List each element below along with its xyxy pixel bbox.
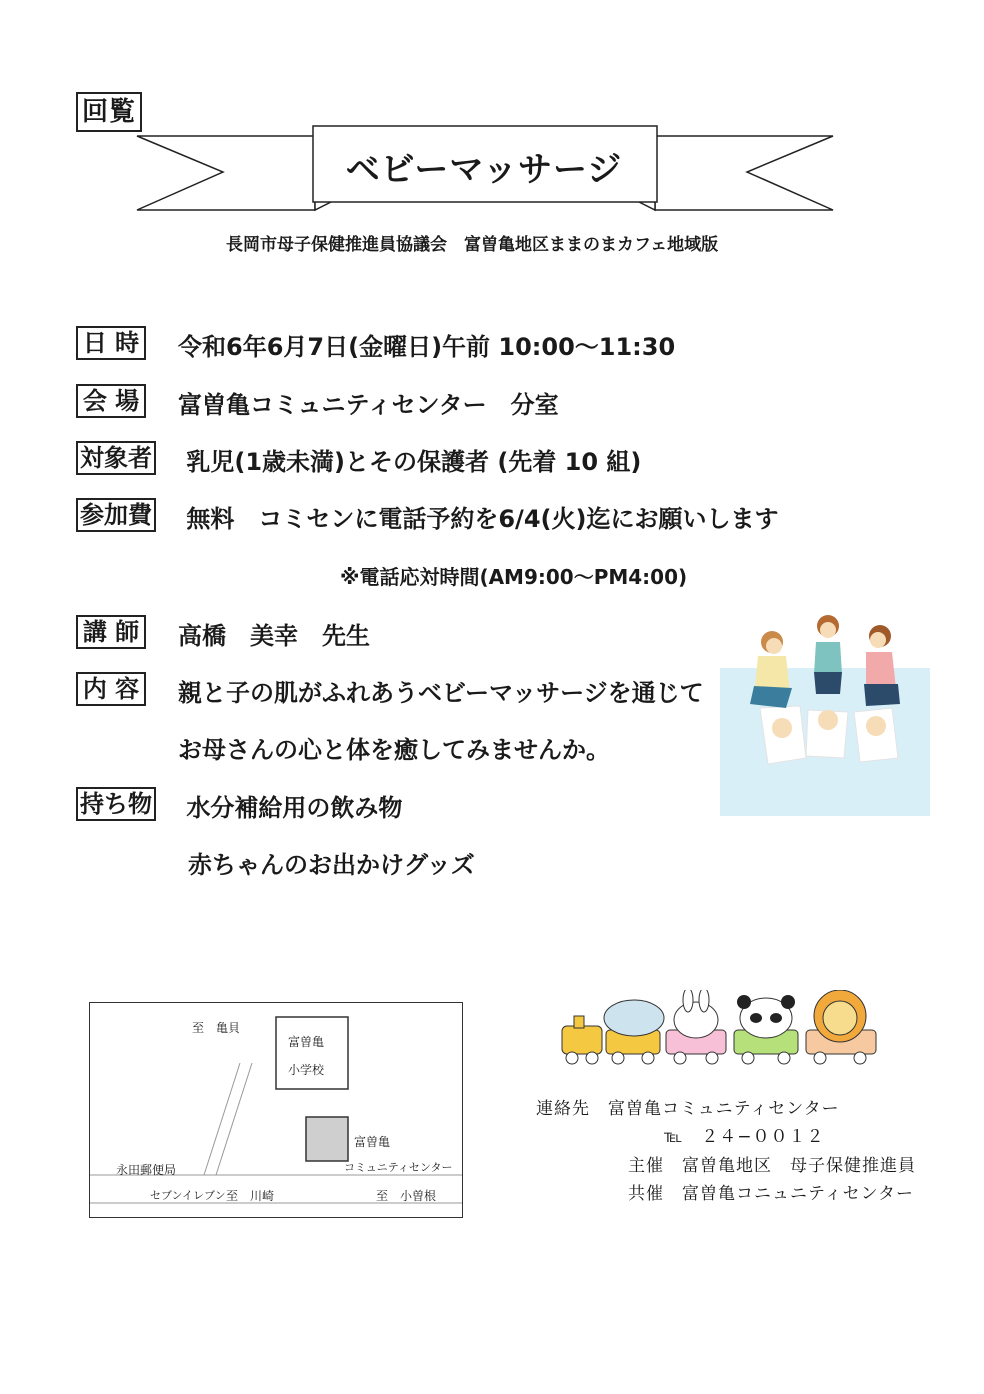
value-content-line2: お母さんの心と体を癒してみませんか。 [178,736,610,764]
value-target: 乳児(1歳未満)とその保護者 (先着 10 組) [178,448,642,476]
map-school-line1: 富曽亀 [288,1035,325,1049]
map-school-line2: 小学校 [288,1063,325,1077]
value-fee: 無料 コミセンに電話予約を6/4(火)迄にお願いします [178,505,779,533]
map-roads [90,1003,462,1217]
map-to-kawasaki: 至 川崎 [226,1189,275,1203]
map-center-line1: 富曽亀 [354,1135,391,1149]
label-instructor: 講 師 [76,615,146,649]
value-content: 親と子の肌がふれあうベビーマッサージを通じて [178,679,704,707]
organizers: 長岡市母子保健推進員協議会 富曽亀地区ままのまカフェ地域版 [226,235,719,255]
map-to-kamegai: 至 亀貝 [192,1021,241,1035]
event-title: ベビーマッサージ [345,150,623,190]
mothers-babies-illustration [720,608,930,818]
access-map [89,1002,463,1218]
map-seven-eleven: セブンイレブン [150,1189,226,1202]
value-belongings-line2: 赤ちゃんのお出かけグッズ [188,851,475,879]
value-datetime: 令和6年6月7日(金曜日)午前 10:00〜11:30 [178,333,676,361]
contact-line: 連絡先 富曽亀コミュニティセンター [536,1099,840,1119]
contact-phone: ℡ ２４−００１２ [664,1127,825,1147]
phone-hours-note: ※電話応対時間(AM9:00〜PM4:00) [340,565,688,589]
map-to-kosone: 至 小曽根 [376,1189,437,1203]
label-belongings: 持ち物 [76,787,156,821]
circulation-badge: 回覧 [76,92,142,132]
map-center-line2: コミュニティセンター [344,1161,453,1174]
cohost-line: 共催 富曽亀コニュニティセンター [628,1184,914,1204]
value-venue: 富曽亀コミュニティセンター 分室 [178,391,559,419]
host-line: 主催 富曽亀地区 母子保健推進員 [628,1156,916,1176]
label-target: 対象者 [76,441,156,475]
label-fee: 参加費 [76,498,156,532]
label-content: 内 容 [76,672,146,706]
value-instructor: 高橋 美幸 先生 [178,622,370,650]
value-belongings: 水分補給用の飲み物 [178,794,403,822]
animal-train-illustration [558,990,882,1068]
map-post-office: 永田郵便局 [116,1163,177,1177]
label-datetime: 日 時 [76,326,146,360]
label-venue: 会 場 [76,384,146,418]
